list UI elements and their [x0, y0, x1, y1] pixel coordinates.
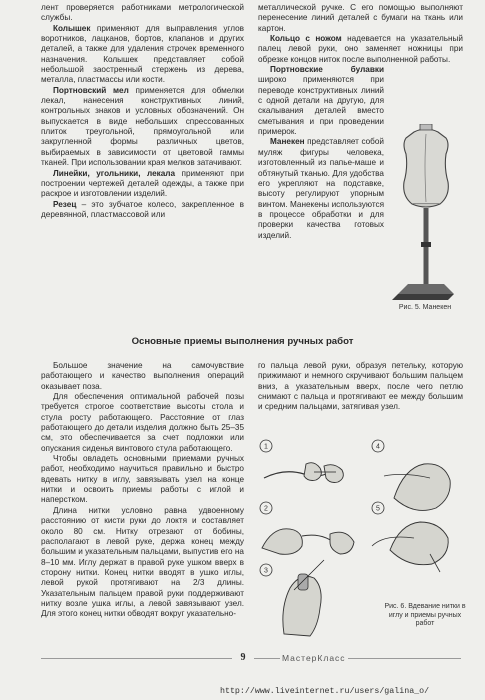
- figure-panel-3: [260, 560, 324, 636]
- paragraph: [41, 454, 244, 506]
- figure-number-4: 4: [376, 443, 380, 451]
- paragraph: [41, 86, 244, 169]
- left-column-top: [41, 3, 244, 220]
- figure-panel-5: [372, 502, 448, 572]
- paragraph: [41, 169, 244, 200]
- paragraph: [41, 361, 244, 392]
- paragraph: [258, 137, 384, 240]
- paragraph-text: Для обеспечения оптимальной рабочей позы требуется строгое соответствие высоты стола и стула росту работающего. Расстояние от глаз работающего до детали изделия должно быть 25–35 см, это обеспечивается за счет подложки или опускания сиденья винтового стула работающего.: [41, 392, 244, 453]
- term-heading: Манекен: [270, 137, 305, 147]
- source-url: http://www.liveinternet.ru/users/galina_o/: [220, 687, 430, 696]
- term-heading: Кольцо с ножом: [270, 34, 342, 44]
- paragraph: [258, 3, 463, 34]
- section-title: Основные приемы выполнения ручных работ: [131, 336, 354, 347]
- term-heading: Резец: [53, 199, 77, 209]
- figure-number-2: 2: [264, 505, 268, 513]
- paragraph: [41, 392, 244, 454]
- paragraph: [41, 506, 244, 620]
- term-heading: Колышек: [53, 23, 91, 33]
- term-heading: Портновский мел: [53, 85, 129, 95]
- figure-number-1: 1: [264, 443, 268, 451]
- left-column-bottom: [41, 361, 244, 620]
- paragraph-text: – это зубчатое колесо, закрепленное в деревянной, пластмассовой или: [41, 199, 244, 219]
- paragraph: [258, 34, 463, 65]
- figure-6-caption: Рис. 6. Вдевание нитки в иглу и приемы ручных работ: [384, 603, 466, 627]
- figure-panel-4: [372, 440, 450, 510]
- paragraph-text: лент проверяется работниками метрологической службы.: [41, 3, 244, 23]
- paragraph-text: го пальца левой руки, образуя петельку, которую прижимают и немного скручивают большим пальцем вниз, а указательным вверх, после чего петлю снимают с пальца и протягивают ее между большим и средним пальцами, затягивая узел.: [258, 361, 463, 412]
- term-heading: Линейки, угольники, лекала: [53, 168, 176, 178]
- mannequin-illustration: [388, 124, 464, 314]
- paragraph-text: надевается на указательный палец левой руки, оно заменяет ножницы при обрезке концов ниток после выполненной работы.: [258, 34, 463, 64]
- paragraph: [41, 200, 244, 221]
- figure-number-5: 5: [376, 505, 380, 513]
- figure-panel-1: [260, 440, 343, 483]
- paragraph: [258, 65, 384, 137]
- paragraph: [258, 361, 463, 413]
- paragraph-text: широко применяются при переводе конструктивных линий с одной детали на другую, для скалывания деталей вместо сметывания и при проведении примерок.: [258, 75, 384, 137]
- magazine-brand: МастерКласс: [282, 653, 346, 663]
- paragraph-text: Большое значение на самочувствие работающего и качество выполнения операций оказывает поза.: [41, 361, 244, 391]
- paragraph-text: применяют при построении чертежей деталей одежды, а также при раскрое и изготовлении изделий.: [41, 168, 244, 199]
- paragraph-text: применяют для выправления углов воротников, лацканов, бортов, клапанов и других деталей, а также для удаления строчек временного назначения. Колышек представляет собой небольшой заостренный стержень из дерева, металла, пластмассы или кости.: [41, 23, 244, 85]
- figure-panel-2: [260, 502, 354, 554]
- paragraph-text: Длина нитки условно равна удвоенному расстоянию от кисти руки до локтя и составляет около 80 см. Нитку отрезают от бобины, располагают в левой руке, держа конец между большим и указательным пальцами, выпустив его на 8–10 мм. Иглу держат в правой руке ушком вверх в сторону нитки. Конец нитки вводят в ушко иглы, левой рукой протягивают на 2/3 длины. Указательным пальцем правой руки поддерживают нитку возле ушка иглы, а левой завязывают узел. Для этого конец нитки обводят вокруг указательно-: [41, 505, 244, 619]
- paragraph-text: представляет собой муляж фигуры человека, изготовленный из папье-маше и обтянутый тканью. Для удобства его укрепляют на подставке, высоту регулируют упорным винтом. Манекены используются в процессе обработки и для проверки качества готовых изделий.: [258, 137, 384, 240]
- page-number: 9: [232, 652, 254, 663]
- paragraph-text: металлической ручке. С его помощью выполняют перенесение линий деталей с бумаги на ткань или картон.: [258, 3, 463, 33]
- paragraph: [41, 24, 244, 86]
- figure-number-3: 3: [264, 567, 268, 575]
- paragraph-text: Чтобы овладеть основными приемами ручных работ, необходимо научиться правильно и быстро вдевать нитку в иглу, завязывать узел на конце нитки и освоить приемы работы с иглой и наперстком.: [41, 454, 244, 505]
- paragraph-text: применяется для обмелки лекал, нанесения конструктивных линий, контрольных знаков и условных обозначений. Он выпускается в виде небольших спрессованных плиток треугольной, прямоугольной или закругленной формы различных цветов, выбираемых в зависимости от цветовой гаммы тканей. При использовании края мелков затачивают.: [41, 85, 244, 168]
- paragraph: [41, 3, 244, 24]
- right-column-bottom: [258, 361, 463, 413]
- figure-5-caption: Рис. 5. Манекен: [398, 304, 452, 311]
- term-heading: Портновские булавки: [270, 65, 384, 75]
